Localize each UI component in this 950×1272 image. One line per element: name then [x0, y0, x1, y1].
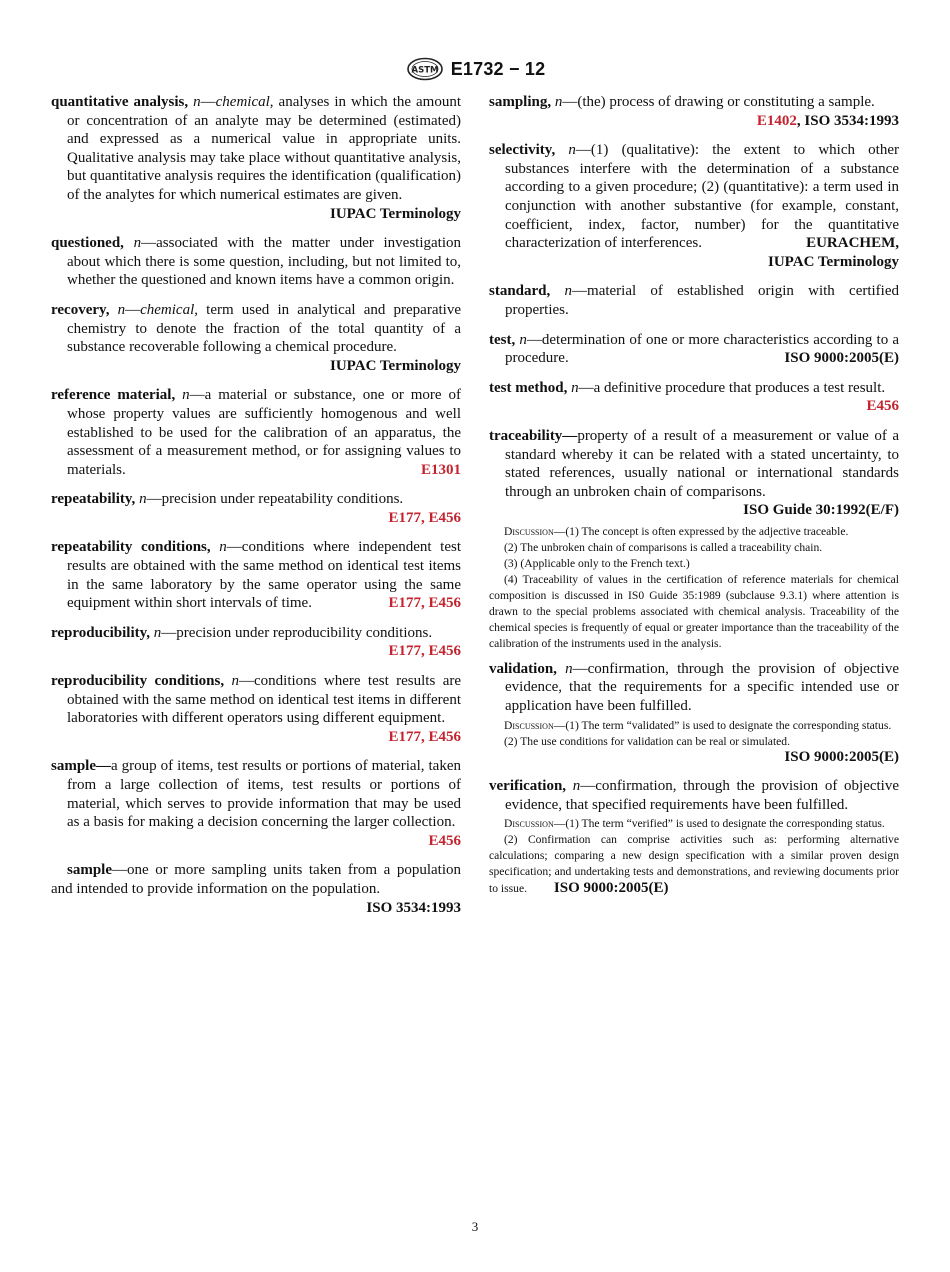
term: test, [489, 331, 516, 348]
term: validation, [489, 660, 557, 677]
left-column [51, 93, 461, 928]
designation: E1732 − 12 [450, 58, 546, 79]
term: verification, [489, 778, 567, 795]
reference: IUPAC Terminology [330, 205, 461, 222]
validation-reference-line [489, 748, 899, 767]
part-of-speech: n [564, 283, 573, 300]
part-of-speech: n [219, 539, 227, 556]
reference: ISO 9000:2005(E) [784, 748, 899, 765]
discussion-note: (2) The use conditions for validation can be real or simulated. [504, 734, 790, 748]
reference-text: , ISO 3534:1993 [796, 112, 899, 129]
verification-definition [489, 777, 899, 814]
note-text: —(1) The term “verified” is used to designate the corresponding status. [553, 817, 885, 831]
definition: , analyses in which the amount or concentration of an analyte may be determined (estimated) and expressed as a numerical value in appropriate units. Qualitative analysis may take place without quantitative analysis, but quantitative analysis requires the identification (qualification) of the analytes for which numerical estimates are given. [67, 94, 462, 203]
note-text: —(1) The term “validated” is used to designate the corresponding status. [553, 718, 892, 732]
term: reproducibility conditions, [51, 673, 225, 690]
definition: —conditions where test results are obtained with the same method on identical test items in different laboratories with different operators using different equipment. [67, 673, 462, 727]
term: reference material, [51, 387, 176, 404]
definition: —associated with the matter under investigation about which there is some question, including, but not limited to, whether the questioned and known items have a common origin. [67, 235, 462, 289]
reference-link[interactable]: E177, E456 [388, 643, 461, 660]
validation-definition [489, 660, 899, 716]
part-of-speech: n [182, 387, 190, 404]
term: standard, [489, 283, 551, 300]
reference-link[interactable]: E456 [428, 832, 461, 849]
definition: —precision under reproducibility conditions. [161, 624, 433, 641]
note-text: (2) Confirmation can comprise activities such as: performing alternative calculations; comparing a new design specification with a similar proven design specification; and undertaking tests and demonstrations, and reviewing documents prior to issue. [489, 833, 899, 896]
part-of-speech: n [571, 379, 579, 396]
definition: —determination of one or more characteristics according to a procedure. [505, 331, 899, 367]
discussion-note [489, 832, 899, 897]
entry-sampling [489, 93, 899, 130]
reference: ISO 3534:1993 [366, 899, 461, 916]
entry-verification [489, 777, 899, 897]
discussion-note: (2) The unbroken chain of comparisons is called a traceability chain. [504, 540, 823, 554]
right-column [489, 93, 899, 897]
reference: IUPAC Terminology [768, 253, 899, 270]
part-of-speech: n [568, 142, 576, 159]
reference-link[interactable]: E1402 [756, 112, 797, 129]
entry-repeatability-conditions [51, 538, 461, 612]
traceability-definition [489, 427, 899, 520]
part-of-speech: n [117, 301, 126, 318]
term: test method, [489, 379, 568, 396]
entry-reproducibility [51, 624, 461, 661]
term: repeatability, [51, 491, 136, 508]
reference-link[interactable]: E177, E456 [388, 728, 461, 745]
term: sample— [51, 758, 111, 775]
term: quantitative analysis, [51, 94, 189, 110]
discussion-label: Discussion [504, 718, 554, 732]
reference [757, 112, 899, 131]
entry-reference-material [51, 386, 461, 479]
separator: — [125, 301, 141, 318]
discussion-note [489, 524, 899, 540]
entry-sample-1 [51, 757, 461, 850]
qualifier: chemical [140, 301, 195, 318]
definition: property of a result of a measurement or value of a standard whereby it can be related with a stated uncertainty, to stated references, usually national or international standards through an unbroken chain of comparisons. [505, 427, 899, 500]
entry-test-method [489, 379, 899, 416]
note-text: —(1) The concept is often expressed by the adjective traceable. [553, 524, 849, 538]
reference: IUPAC Terminology [330, 357, 461, 374]
definition: , term used in analytical and preparative chemistry to denote the fraction of the total quantity of a substance recoverable following a chemical procedure. [67, 301, 461, 356]
reference-link[interactable]: E177, E456 [388, 595, 461, 612]
entry-selectivity [489, 141, 899, 271]
logo-label: ASTM [411, 65, 439, 76]
definition: —precision under repeatability conditions. [146, 491, 404, 508]
definition: —conditions where independent test results are obtained with the same method on identical test items in the same laboratory by the same operator using the same equipment within short intervals of time. [67, 539, 462, 612]
term: selectivity, [489, 142, 556, 159]
reference-link[interactable]: E456 [866, 398, 899, 415]
entry-traceability [489, 427, 899, 652]
term: recovery, [51, 301, 110, 318]
term: traceability— [489, 427, 578, 444]
reference: EURACHEM, [806, 235, 899, 252]
definition: —confirmation, through the provision of objective evidence, that specified requirements have been fulfilled. [505, 778, 899, 813]
reference-link[interactable]: E177, E456 [388, 509, 461, 526]
page-number: 3 [471, 1219, 479, 1234]
part-of-speech: n [139, 491, 147, 508]
discussion-note [489, 816, 899, 832]
reference: ISO Guide 30:1992(E/F) [743, 502, 899, 519]
definition: —(the) process of drawing or constituting a sample. [562, 94, 875, 110]
definition: —one or more sampling units taken from a population and intended to provide information on the population. [51, 862, 461, 897]
part-of-speech: n [565, 660, 573, 677]
discussion-label: Discussion [504, 817, 554, 831]
separator: — [200, 94, 216, 110]
entry-test [489, 331, 899, 368]
term: reproducibility, [51, 624, 151, 641]
term: questioned, [51, 235, 124, 252]
definition: —confirmation, through the provision of objective evidence, that the requirements for a specific intended use or application have been fulfilled. [505, 660, 899, 715]
definition: —a definitive procedure that produces a test result. [578, 379, 886, 396]
definition: —(1) (qualitative): the extent to which other substances interfere with the determination of a substance according to a given procedure; (2) (quantitative): a term used in conjunction with another substantive (for example, constant, coefficient, index, factor, number) for the quantitative characterization of interferences. [505, 142, 899, 252]
entry-quantitative-analysis [51, 93, 461, 223]
reference: ISO 9000:2005(E) [784, 350, 899, 367]
reference-link[interactable]: E1301 [420, 461, 461, 478]
discussion-note [489, 718, 899, 734]
definition: —material of established origin with certified properties. [505, 283, 900, 318]
part-of-speech: n [231, 673, 240, 690]
qualifier: chemical [215, 94, 270, 110]
entry-questioned [51, 234, 461, 290]
term: sampling, [489, 94, 552, 110]
definition: a group of items, test results or portions of material, taken from a large collection of items, test results or portions of material, which serves to provide information that may be used as a basis for making a decision concerning the larger collection. [67, 758, 461, 831]
part-of-speech: n [133, 235, 142, 252]
part-of-speech: n [554, 94, 563, 110]
astm-logo-icon [405, 57, 445, 81]
entry-validation [489, 660, 899, 766]
discussion-label: Discussion [504, 524, 554, 538]
part-of-speech: n [193, 94, 201, 110]
entry-reproducibility-conditions [51, 672, 461, 746]
entry-sample-2 [51, 861, 461, 917]
entry-repeatability [51, 490, 461, 527]
part-of-speech: n [519, 331, 527, 348]
reference: ISO 9000:2005(E) [553, 880, 669, 897]
discussion-note: (4) Traceability of values in the certification of reference materials for chemical composition is discussed in IS0 Guide 35:1989 (subclause 9.3.1) where attention is drawn to the special problems associated with chemical analysis. Traceability of the chemical species is frequently of equal or greater importance than the traceability of the calibration of the instruments used in the analysis. [489, 572, 899, 650]
page-header [0, 56, 950, 82]
part-of-speech: n [572, 778, 581, 795]
entry-recovery [51, 301, 461, 375]
term: sample [67, 862, 112, 879]
discussion-note: (3) (Applicable only to the French text.) [504, 556, 690, 570]
entry-standard [489, 282, 899, 319]
term: repeatability conditions, [51, 539, 211, 556]
definition: —a material or substance, one or more of whose property values are sufficiently homogenous and well established to be used for the calibration of an apparatus, the assessment of a measurement method, or for assigning values to materials. [67, 387, 462, 478]
part-of-speech: n [153, 624, 162, 641]
